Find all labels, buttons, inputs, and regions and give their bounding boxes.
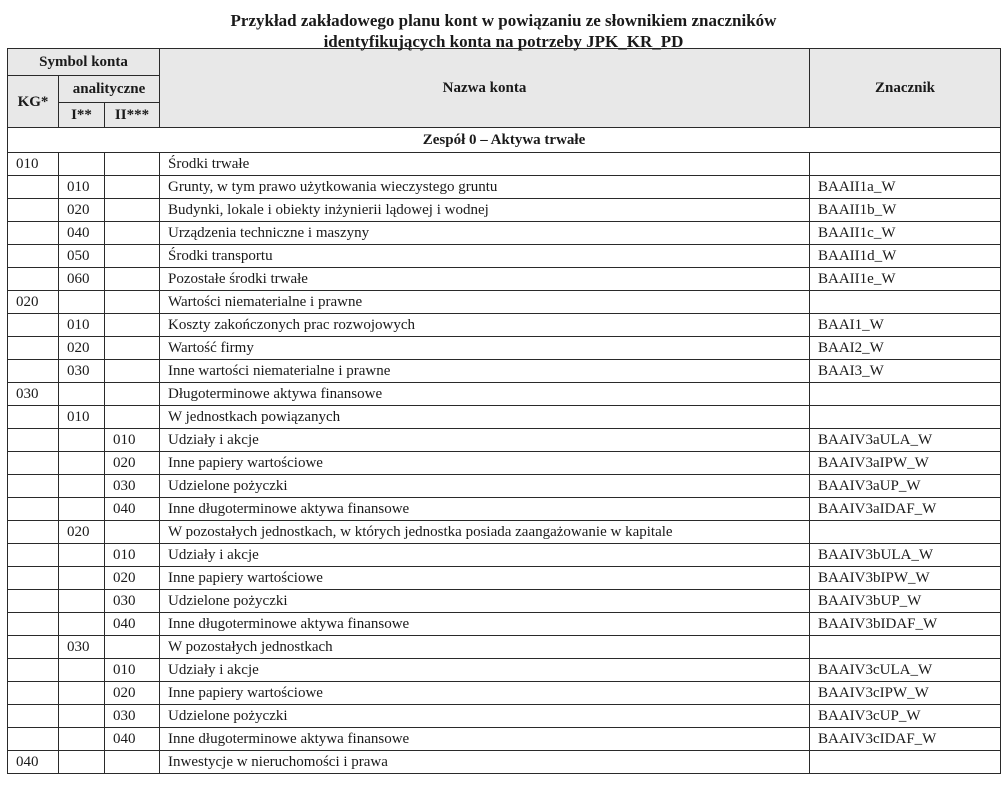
cell-tag: BAAIV3cUP_W — [810, 705, 1001, 728]
cell-level-ii — [105, 751, 160, 774]
cell-level-ii — [105, 521, 160, 544]
table-row — [8, 567, 1001, 590]
cell-account-name: Inne papiery wartościowe — [160, 567, 810, 590]
cell-level-ii: 030 — [105, 705, 160, 728]
cell-kg — [8, 567, 59, 590]
table-row — [8, 383, 1001, 406]
cell-account-name: Udzielone pożyczki — [160, 475, 810, 498]
cell-tag: BAAIV3bIPW_W — [810, 567, 1001, 590]
cell-kg — [8, 268, 59, 291]
cell-kg — [8, 705, 59, 728]
cell-tag: BAAIV3cIPW_W — [810, 682, 1001, 705]
header-account-symbol: Symbol konta — [8, 49, 160, 76]
cell-level-i: 040 — [59, 222, 105, 245]
cell-level-i — [59, 153, 105, 176]
table-row — [8, 521, 1001, 544]
cell-account-name: Urządzenia techniczne i maszyny — [160, 222, 810, 245]
cell-account-name: W jednostkach powiązanych — [160, 406, 810, 429]
cell-tag: BAAIV3cULA_W — [810, 659, 1001, 682]
cell-level-i — [59, 383, 105, 406]
title-line-2: identyfikujących konta na potrzeby JPK_KR_PD — [323, 32, 684, 51]
cell-tag — [810, 751, 1001, 774]
cell-level-i — [59, 429, 105, 452]
cell-tag: BAAIV3aUP_W — [810, 475, 1001, 498]
cell-level-i: 050 — [59, 245, 105, 268]
cell-level-ii — [105, 406, 160, 429]
cell-level-ii: 030 — [105, 475, 160, 498]
cell-level-ii — [105, 222, 160, 245]
cell-level-ii: 030 — [105, 590, 160, 613]
cell-tag: BAAII1a_W — [810, 176, 1001, 199]
title-line-1: Przykład zakładowego planu kont w powiązaniu ze słownikiem znaczników — [230, 11, 777, 30]
cell-tag — [810, 521, 1001, 544]
table-row — [8, 360, 1001, 383]
cell-kg — [8, 337, 59, 360]
cell-account-name: W pozostałych jednostkach, w których jednostka posiada zaangażowanie w kapitale — [160, 521, 810, 544]
table-body — [8, 128, 1001, 774]
table-row — [8, 245, 1001, 268]
table-row — [8, 636, 1001, 659]
cell-account-name: Udzielone pożyczki — [160, 705, 810, 728]
header-level-ii: II*** — [105, 103, 160, 128]
cell-level-ii: 020 — [105, 682, 160, 705]
table-row — [8, 613, 1001, 636]
cell-level-i — [59, 498, 105, 521]
table-row — [8, 153, 1001, 176]
table-row — [8, 728, 1001, 751]
cell-kg — [8, 659, 59, 682]
header-level-i: I** — [59, 103, 105, 128]
table-row — [8, 176, 1001, 199]
cell-level-i: 030 — [59, 360, 105, 383]
cell-level-ii: 010 — [105, 429, 160, 452]
cell-account-name: Inne papiery wartościowe — [160, 682, 810, 705]
cell-tag: BAAIV3aULA_W — [810, 429, 1001, 452]
cell-level-i: 020 — [59, 199, 105, 222]
cell-level-i — [59, 705, 105, 728]
cell-level-ii: 020 — [105, 452, 160, 475]
cell-tag: BAAII1d_W — [810, 245, 1001, 268]
cell-kg — [8, 176, 59, 199]
cell-level-ii: 010 — [105, 659, 160, 682]
cell-tag — [810, 406, 1001, 429]
cell-account-name: Inne długoterminowe aktywa finansowe — [160, 498, 810, 521]
cell-tag: BAAIV3bIDAF_W — [810, 613, 1001, 636]
cell-tag: BAAI2_W — [810, 337, 1001, 360]
cell-kg — [8, 636, 59, 659]
table-row — [8, 705, 1001, 728]
cell-level-i — [59, 475, 105, 498]
cell-level-i — [59, 544, 105, 567]
cell-kg — [8, 360, 59, 383]
cell-level-ii — [105, 199, 160, 222]
cell-level-ii — [105, 268, 160, 291]
table-row — [8, 314, 1001, 337]
cell-tag — [810, 153, 1001, 176]
table-row — [8, 199, 1001, 222]
cell-account-name: Długoterminowe aktywa finansowe — [160, 383, 810, 406]
cell-account-name: Inwestycje w nieruchomości i prawa — [160, 751, 810, 774]
cell-level-i: 020 — [59, 521, 105, 544]
table-row — [8, 452, 1001, 475]
table-row — [8, 475, 1001, 498]
table-row — [8, 590, 1001, 613]
cell-kg — [8, 590, 59, 613]
cell-level-i — [59, 682, 105, 705]
cell-tag — [810, 383, 1001, 406]
header-account-name: Nazwa konta — [160, 49, 810, 128]
cell-level-i — [59, 659, 105, 682]
cell-level-i: 010 — [59, 406, 105, 429]
cell-kg — [8, 682, 59, 705]
table-row — [8, 751, 1001, 774]
group-row — [8, 128, 1001, 153]
document-title — [0, 0, 1007, 51]
cell-account-name: Środki trwałe — [160, 153, 810, 176]
cell-account-name: Udziały i akcje — [160, 429, 810, 452]
cell-level-i: 010 — [59, 314, 105, 337]
cell-account-name: Udziały i akcje — [160, 659, 810, 682]
cell-tag: BAAIV3aIDAF_W — [810, 498, 1001, 521]
cell-kg — [8, 452, 59, 475]
cell-account-name: Wartości niematerialne i prawne — [160, 291, 810, 314]
cell-level-ii — [105, 383, 160, 406]
cell-kg — [8, 521, 59, 544]
header-analytical: analityczne — [59, 76, 160, 103]
cell-tag: BAAII1b_W — [810, 199, 1001, 222]
cell-account-name: Udzielone pożyczki — [160, 590, 810, 613]
cell-tag: BAAI3_W — [810, 360, 1001, 383]
cell-level-ii: 040 — [105, 613, 160, 636]
cell-tag: BAAIV3bUP_W — [810, 590, 1001, 613]
header-tag: Znacznik — [810, 49, 1001, 128]
cell-tag: BAAIV3bULA_W — [810, 544, 1001, 567]
cell-account-name: Grunty, w tym prawo użytkowania wieczystego gruntu — [160, 176, 810, 199]
cell-account-name: Pozostałe środki trwałe — [160, 268, 810, 291]
table-row — [8, 429, 1001, 452]
cell-level-i — [59, 291, 105, 314]
cell-tag: BAAIV3cIDAF_W — [810, 728, 1001, 751]
cell-level-i: 030 — [59, 636, 105, 659]
cell-level-ii: 040 — [105, 498, 160, 521]
cell-kg — [8, 475, 59, 498]
cell-account-name: Koszty zakończonych prac rozwojowych — [160, 314, 810, 337]
group-heading: Zespół 0 – Aktywa trwałe — [8, 128, 1001, 153]
table-row — [8, 337, 1001, 360]
cell-kg — [8, 199, 59, 222]
cell-level-ii — [105, 337, 160, 360]
cell-kg: 010 — [8, 153, 59, 176]
cell-kg — [8, 314, 59, 337]
header-kg: KG* — [8, 76, 59, 128]
table-row — [8, 682, 1001, 705]
cell-level-i — [59, 728, 105, 751]
table-row — [8, 406, 1001, 429]
cell-account-name: Środki transportu — [160, 245, 810, 268]
cell-level-ii: 040 — [105, 728, 160, 751]
table-row — [8, 291, 1001, 314]
cell-tag: BAAII1c_W — [810, 222, 1001, 245]
cell-account-name: Inne papiery wartościowe — [160, 452, 810, 475]
cell-level-ii — [105, 291, 160, 314]
cell-kg — [8, 406, 59, 429]
cell-kg — [8, 245, 59, 268]
cell-account-name: Inne wartości niematerialne i prawne — [160, 360, 810, 383]
cell-account-name: Wartość firmy — [160, 337, 810, 360]
cell-level-ii — [105, 176, 160, 199]
cell-level-i: 020 — [59, 337, 105, 360]
cell-kg — [8, 498, 59, 521]
cell-level-i: 010 — [59, 176, 105, 199]
cell-kg — [8, 429, 59, 452]
cell-level-i — [59, 751, 105, 774]
cell-kg — [8, 544, 59, 567]
cell-level-ii — [105, 245, 160, 268]
cell-level-ii: 010 — [105, 544, 160, 567]
table-row — [8, 268, 1001, 291]
cell-kg: 020 — [8, 291, 59, 314]
cell-account-name: Udziały i akcje — [160, 544, 810, 567]
table-row — [8, 222, 1001, 245]
cell-level-ii — [105, 360, 160, 383]
cell-account-name: Inne długoterminowe aktywa finansowe — [160, 613, 810, 636]
cell-kg: 030 — [8, 383, 59, 406]
chart-of-accounts-table — [7, 48, 1001, 774]
cell-kg — [8, 222, 59, 245]
table-header — [8, 49, 1001, 128]
cell-level-ii — [105, 153, 160, 176]
cell-level-ii: 020 — [105, 567, 160, 590]
cell-tag: BAAI1_W — [810, 314, 1001, 337]
cell-tag — [810, 636, 1001, 659]
cell-tag: BAAIV3aIPW_W — [810, 452, 1001, 475]
cell-kg — [8, 613, 59, 636]
cell-level-ii — [105, 314, 160, 337]
cell-account-name: Budynki, lokale i obiekty inżynierii lądowej i wodnej — [160, 199, 810, 222]
cell-level-i — [59, 567, 105, 590]
table-row — [8, 498, 1001, 521]
table-row — [8, 544, 1001, 567]
cell-account-name: W pozostałych jednostkach — [160, 636, 810, 659]
cell-level-i — [59, 452, 105, 475]
table-row — [8, 659, 1001, 682]
cell-tag: BAAII1e_W — [810, 268, 1001, 291]
cell-kg — [8, 728, 59, 751]
cell-level-i: 060 — [59, 268, 105, 291]
cell-level-ii — [105, 636, 160, 659]
cell-level-i — [59, 613, 105, 636]
cell-tag — [810, 291, 1001, 314]
cell-account-name: Inne długoterminowe aktywa finansowe — [160, 728, 810, 751]
cell-kg: 040 — [8, 751, 59, 774]
cell-level-i — [59, 590, 105, 613]
